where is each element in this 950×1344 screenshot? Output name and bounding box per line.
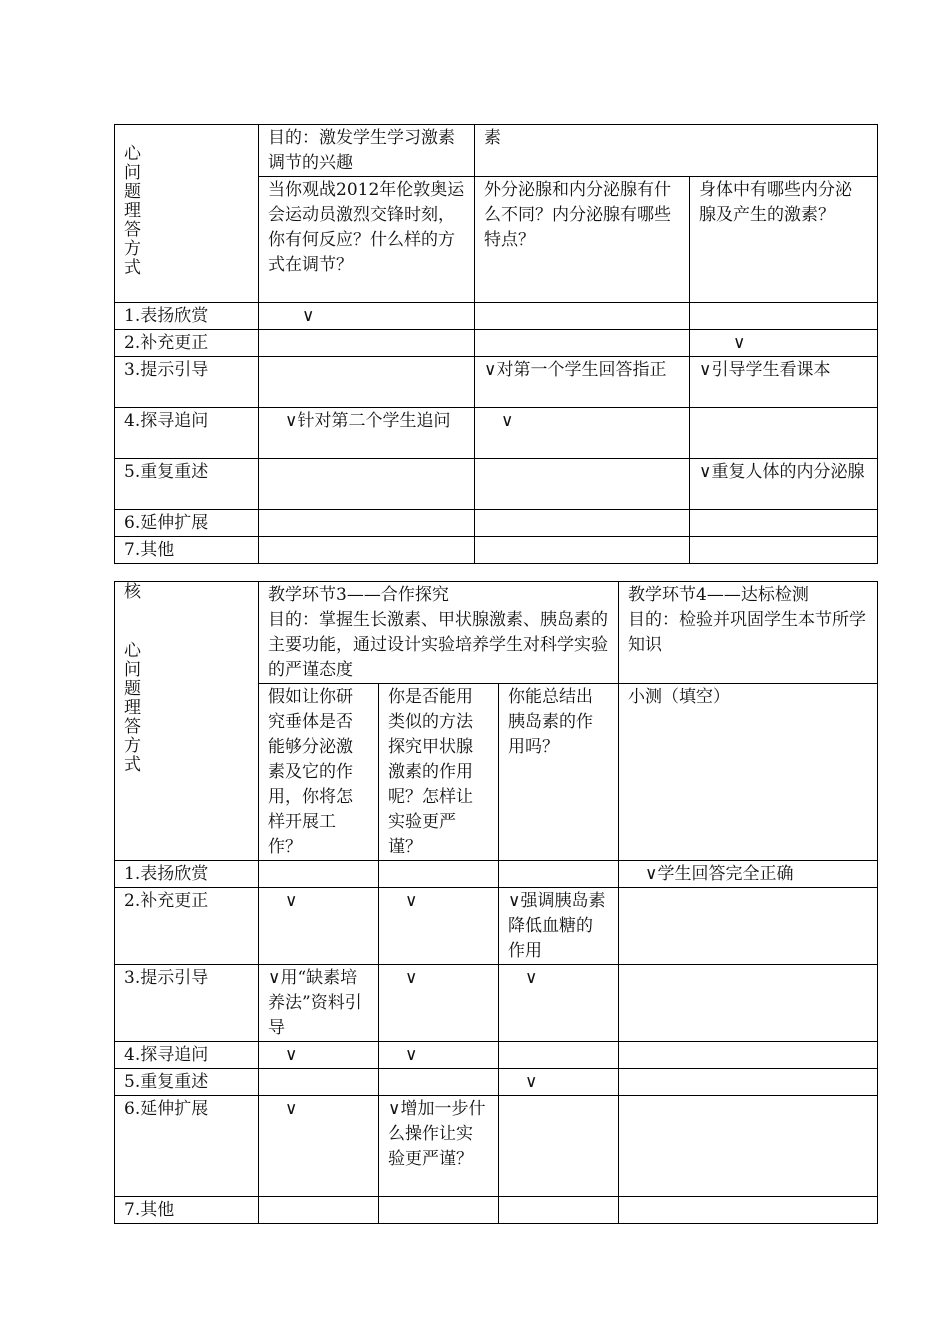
table-cell (379, 1197, 499, 1224)
table-cell (259, 1197, 379, 1224)
table-cell: ∨针对第二个学生追问 (259, 408, 475, 459)
table-cell: ∨学生回答完全正确 (619, 861, 878, 888)
table-row (115, 1197, 878, 1224)
table-cell: ∨ (690, 330, 878, 357)
table-row (115, 1096, 878, 1197)
table-cell (619, 888, 878, 965)
table-cell (619, 1069, 878, 1096)
table-cell (619, 1096, 878, 1197)
row-label: 4.探寻追问 (115, 408, 259, 459)
table-cell: ∨ (259, 1096, 379, 1197)
row-label: 1.表扬欣赏 (115, 861, 259, 888)
question-cell: 当你观战2012年伦敦奥运会运动员激烈交锋时刻，你有何反应？什么样的方式在调节？ (259, 177, 475, 303)
row-label: 7.其他 (115, 1197, 259, 1224)
table-cell (259, 510, 475, 537)
method-header-cell (115, 125, 259, 303)
table-cell (259, 357, 475, 408)
table-cell (690, 303, 878, 330)
row-label: 2.补充更正 (115, 330, 259, 357)
row-label: 5.重复重述 (115, 1069, 259, 1096)
table-cell (379, 861, 499, 888)
question-cell: 外分泌腺和内分泌腺有什么不同？内分泌腺有哪些特点？ (475, 177, 690, 303)
table-cell (475, 537, 690, 564)
question-cell: 小测（填空） (619, 684, 878, 861)
table-cell (475, 330, 690, 357)
question-cell: 你能总结出胰岛素的作用吗？ (499, 684, 619, 861)
header-spacer (124, 602, 249, 642)
table-cell: ∨强调胰岛素降低血糖的作用 (499, 888, 619, 965)
row-label: 1.表扬欣赏 (115, 303, 259, 330)
row-label: 3.提示引导 (115, 357, 259, 408)
table-row (115, 408, 878, 459)
stage3-title: 教学环节3——合作探究 (268, 585, 449, 605)
row-label: 4.探寻追问 (115, 1042, 259, 1069)
method-header-label: 心问题理答方式 (124, 144, 141, 278)
table-cell (690, 408, 878, 459)
table-cell: ∨增加一步什么操作让实验更严谨？ (379, 1096, 499, 1197)
table-cell (259, 459, 475, 510)
teaching-table-2 (114, 581, 878, 1224)
table-cell: ∨ (475, 408, 690, 459)
table-cell (619, 1042, 878, 1069)
table-cell (475, 303, 690, 330)
row-label: 6.延伸扩展 (115, 510, 259, 537)
stage3-cell (259, 582, 619, 684)
table-row (115, 1069, 878, 1096)
row-label: 6.延伸扩展 (115, 1096, 259, 1197)
teaching-table-1 (114, 124, 878, 564)
table-cell (499, 1042, 619, 1069)
table-cell: ∨ (259, 888, 379, 965)
row-label: 3.提示引导 (115, 965, 259, 1042)
table-row (115, 459, 878, 510)
table-row (115, 510, 878, 537)
table-cell (259, 537, 475, 564)
table-cell (259, 330, 475, 357)
row-label: 7.其他 (115, 537, 259, 564)
method-header-label: 心问题理答方式 (124, 641, 141, 775)
table-row (115, 537, 878, 564)
table-cell: ∨ (499, 965, 619, 1042)
table-cell (475, 459, 690, 510)
table-cell: ∨引导学生看课本 (690, 357, 878, 408)
method-header-top: 核 (124, 582, 141, 602)
question-cell: 你是否能用类似的方法探究甲状腺激素的作用呢？怎样让实验更严谨？ (379, 684, 499, 861)
table-row (115, 861, 878, 888)
table-row (115, 965, 878, 1042)
table-cell (475, 510, 690, 537)
table-row (115, 357, 878, 408)
table-cell (259, 1069, 379, 1096)
table-cell (619, 1197, 878, 1224)
table-cell: ∨ (379, 965, 499, 1042)
table-row (115, 1042, 878, 1069)
table-cell: ∨ (379, 888, 499, 965)
stage4-cell (619, 582, 878, 684)
table-cell (259, 861, 379, 888)
table-cell: ∨用“缺素培养法”资料引导 (259, 965, 379, 1042)
table-cell: ∨ (379, 1042, 499, 1069)
stage3-goal: 目的：掌握生长激素、甲状腺激素、胰岛素的主要功能，通过设计实验培养学生对科学实验的严谨态度 (268, 610, 608, 680)
row-label: 2.补充更正 (115, 888, 259, 965)
table-cell (499, 1096, 619, 1197)
question-cell: 假如让你研究垂体是否能够分泌激素及它的作用，你将怎样开展工作？ (259, 684, 379, 861)
row-label: 5.重复重述 (115, 459, 259, 510)
table-row (115, 303, 878, 330)
table-cell (379, 1069, 499, 1096)
table-cell (690, 510, 878, 537)
table-cell (499, 861, 619, 888)
question-cell: 身体中有哪些内分泌腺及产生的激素？ (690, 177, 878, 303)
table-cell (499, 1197, 619, 1224)
table-row (115, 330, 878, 357)
stage4-goal: 目的：检验并巩固学生本节所学知识 (628, 610, 867, 655)
goal-continued-cell: 素 (475, 125, 878, 177)
table-cell: ∨ (259, 303, 475, 330)
table-cell: ∨ (499, 1069, 619, 1096)
goal-cell: 目的：激发学生学习激素调节的兴趣 (259, 125, 475, 177)
stage4-title: 教学环节4——达标检测 (628, 585, 809, 605)
table-cell (619, 965, 878, 1042)
table-cell: ∨对第一个学生回答指正 (475, 357, 690, 408)
method-header-cell (115, 582, 259, 861)
table-cell: ∨ (259, 1042, 379, 1069)
table-cell: ∨重复人体的内分泌腺 (690, 459, 878, 510)
table-row (115, 888, 878, 965)
table-cell (690, 537, 878, 564)
